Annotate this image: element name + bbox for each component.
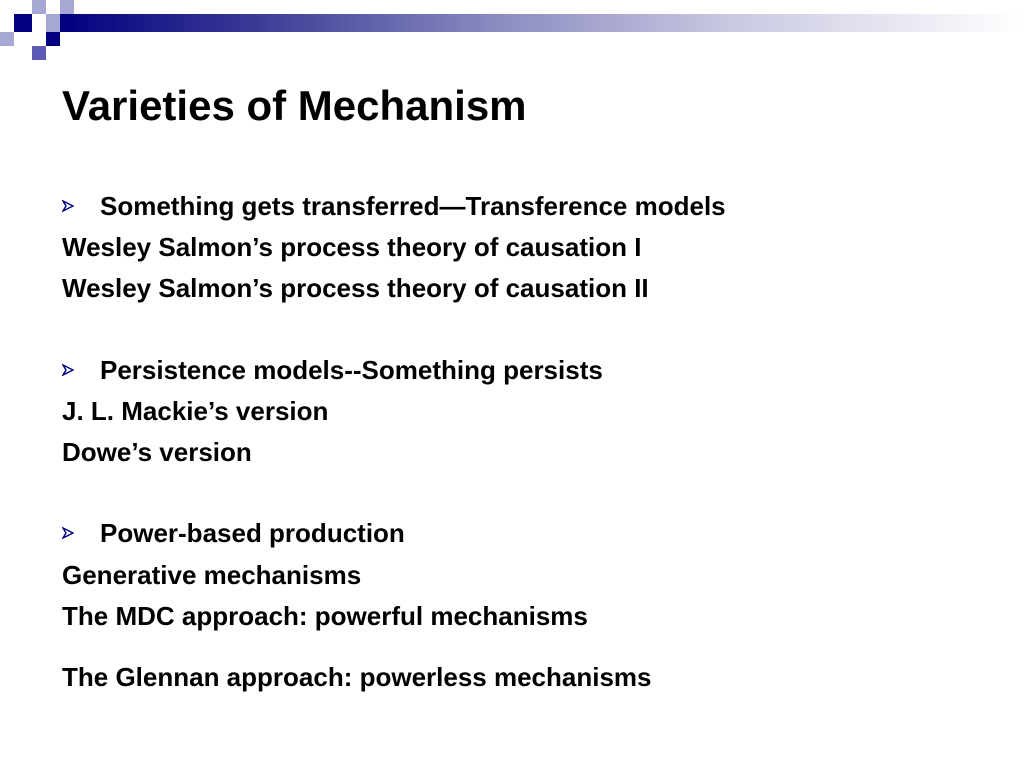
decor-square-light (0, 32, 14, 46)
section-heading-text: Persistence models--Something persists (100, 355, 603, 385)
list-item: The Glennan approach: powerless mechanisms (62, 662, 652, 692)
decor-square-light (60, 0, 74, 14)
list-item: The MDC approach: powerful mechanisms (62, 601, 588, 631)
list-item: Generative mechanisms (62, 560, 362, 590)
decor-square-mid (32, 46, 46, 60)
list-item: Wesley Salmon’s process theory of causation II (62, 273, 649, 303)
section-heading (62, 190, 726, 222)
header-gradient-band (60, 14, 1024, 32)
list-item: Dowe’s version (62, 437, 252, 467)
section-heading-text: Something gets transferred—Transference models (100, 191, 726, 221)
arrow-bullet-icon (62, 517, 100, 549)
list-item: J. L. Mackie’s version (62, 396, 329, 426)
arrow-bullet-icon (62, 190, 100, 222)
arrow-bullet-icon (62, 354, 100, 386)
decor-square-dark (46, 32, 60, 46)
slide-title: Varieties of Mechanism (62, 82, 527, 129)
section-heading (62, 354, 603, 386)
section-heading (62, 517, 405, 549)
section-heading-text: Power-based production (100, 518, 405, 548)
list-item: Wesley Salmon’s process theory of causation I (62, 232, 642, 262)
decor-square-dark (14, 14, 32, 32)
decor-square-light (46, 14, 60, 32)
decor-square-light (32, 0, 46, 14)
